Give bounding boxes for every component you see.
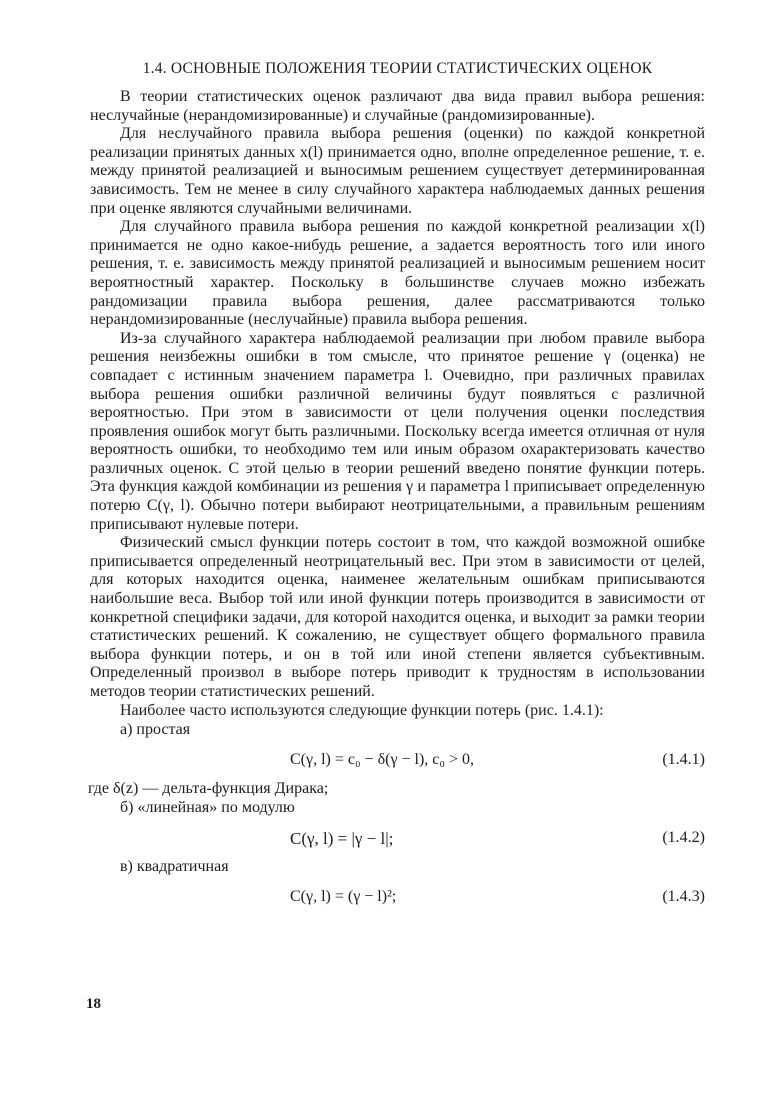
equation-number-1: (1.4.1)	[662, 751, 705, 769]
list-item-c: в) квадратичная	[120, 858, 229, 876]
equation-1: C(γ, l) = c₀ − δ(γ − l), c₀ > 0,	[290, 751, 475, 769]
equation-row-1	[90, 747, 705, 775]
paragraph-1: В теории статистических оценок различают два вида правил выбора решения: неслучайные (нерандомизированные) и случайные (рандомизированные).	[90, 88, 705, 124]
list-item-b: б) «линейная» по модулю	[120, 799, 295, 817]
equation-2: C(γ, l) = |γ − l|;	[290, 829, 394, 849]
paragraph-2: Для неслучайного правила выбора решения (оценки) по каждой конкретной реализации принятых данных x(l) принимается одно, вполне определенное решение, т. е. между принятой реализацией и выносимым решением существует детерминированная зависимость. Тем не менее в силу случайного характера наблюдаемых данных решения при оценке являются случайными величинами.	[90, 125, 705, 217]
page-number: 18	[86, 996, 101, 1012]
equation-3: C(γ, l) = (γ − l)²;	[290, 888, 397, 906]
equation-number-2: (1.4.2)	[662, 829, 705, 847]
equation-row-3	[90, 884, 705, 912]
paragraph-4: Из-за случайного характера наблюдаемой реализации при любом правиле выбора решения неизбежны ошибки в том смысле, что принятое решение γ (оценка) не совпадает с истинным значением параметра l. Очевидно, при различных правилах выбора решения ошибки различной величины будут появляться с различной вероятностью. При этом в зависимости от цели получения оценки последствия проявления ошибок могут быть различными. Поскольку всегда имеется отличная от нуля вероятность ошибки, то необходимо тем или иным образом охарактеризовать качество различных оценок. С этой целью в теории решений введено понятие функции потерь. Эта функция каждой комбинации из решения γ и параметра l приписывает определенную потерю C(γ, l). Обычно потери выбирают неотрицательными, а правильным решениям приписывают нулевые потери.	[90, 329, 705, 533]
section-heading: 1.4. ОСНОВНЫЕ ПОЛОЖЕНИЯ ТЕОРИИ СТАТИСТИЧЕСКИХ ОЦЕНОК	[142, 60, 653, 77]
paragraph-3: Для случайного правила выбора решения по каждой конкретной реализации x(l) принимается не одно какое-нибудь решение, а задается вероятность того или иного решения, т. е. зависимость между принятой реализацией и выносимым решением носит вероятностный характер. Поскольку в большинстве случаев можно избежать рандомизации правила выбора решения, далее рассматриваются только нерандомизированные (неслучайные) правила выбора решения.	[90, 218, 705, 329]
equation-number-3: (1.4.3)	[662, 888, 705, 906]
paragraph-5: Физический смысл функции потерь состоит в том, что каждой возможной ошибке приписывается определенный неотрицательный вес. При этом в зависимости от целей, для которых находится оценка, наименее желательным ошибкам приписываются наибольшие веса. Выбор той или иной функции потерь производится в зависимости от конкретной специфики задачи, для которой находится оценка, и выходит за рамки теории статистических решений. К сожалению, не существует общего формального правила выбора функции потерь, и он в той или иной степени является субъективным. Определенный произвол в выборе потерь приводит к трудностям в использовании методов теории статистических решений.	[90, 534, 705, 700]
dirac-note: где δ(z) — дельта-функция Дирака;	[88, 780, 329, 798]
equation-row-2	[90, 825, 705, 853]
list-item-a: а) простая	[120, 721, 191, 739]
paragraph-6: Наиболее часто используются следующие функции потерь (рис. 1.4.1):	[120, 701, 604, 719]
